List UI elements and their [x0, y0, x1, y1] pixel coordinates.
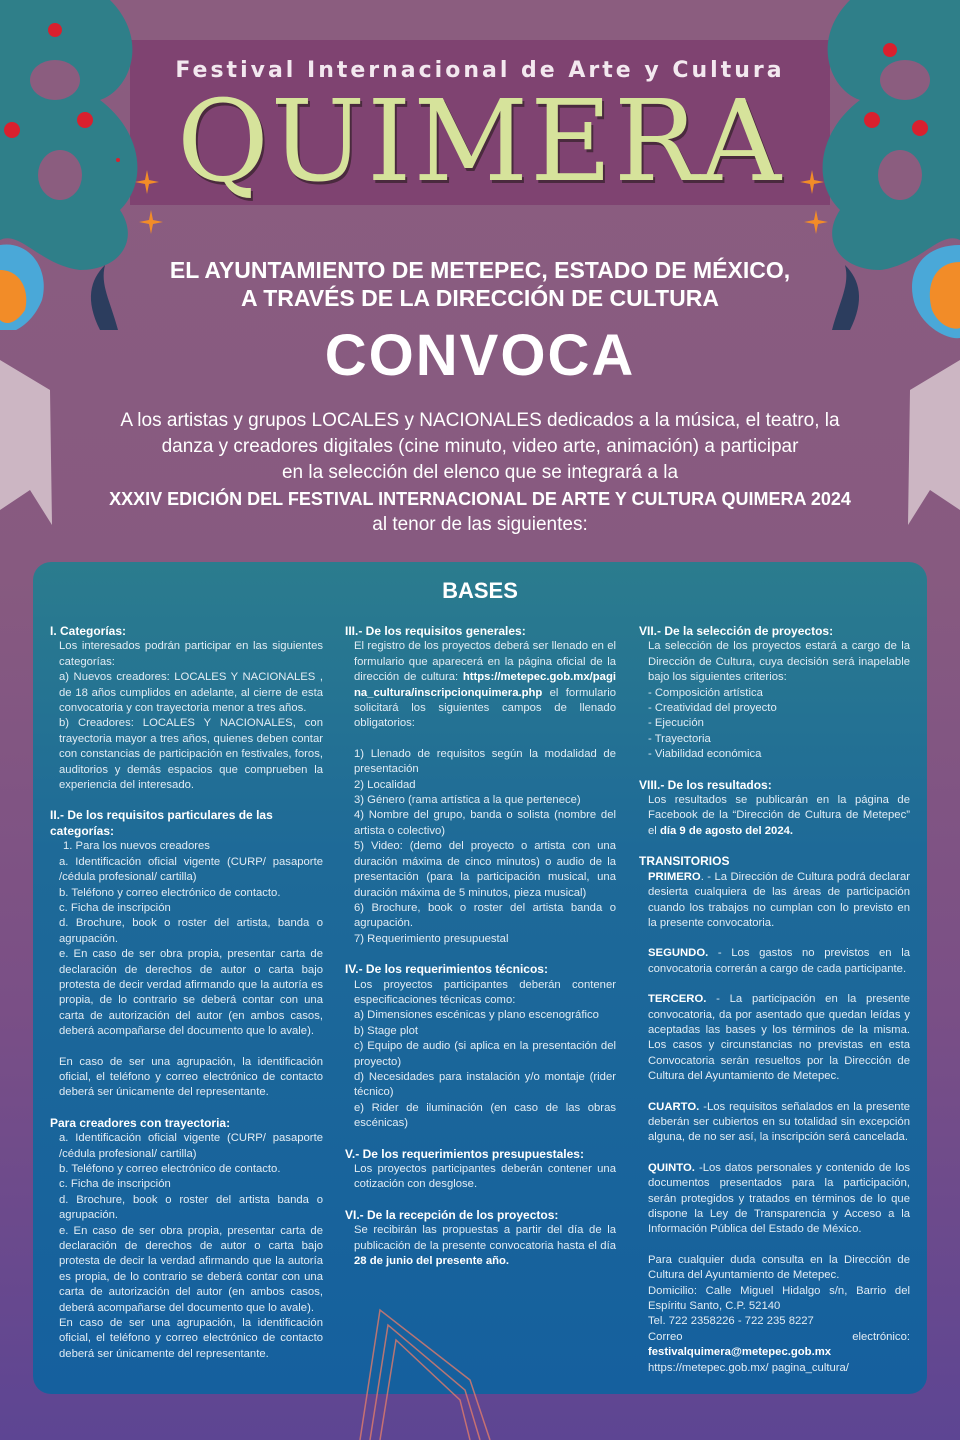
deadline-date: 28 de junio del presente año. — [354, 1255, 510, 1268]
list-item: - Trayectoria — [648, 732, 711, 745]
transitorio-item: SEGUNDO. - Los gastos no previstos en la convocatoria correrán a cargo de cada participante. — [648, 947, 910, 975]
list-item: - Ejecución — [648, 717, 704, 730]
intro-line-1: A los artistas y grupos LOCALES y NACIONALES dedicados a la música, el teatro, la — [120, 410, 840, 431]
list-item: e) Rider de iluminación (en caso de las obras escénicas) — [354, 1101, 616, 1130]
section-text: c. Ficha de inscripción — [59, 1178, 171, 1191]
intro-line-5: al tenor de las siguientes: — [372, 514, 588, 535]
section-note: En caso de ser una agrupación, la identificación oficial, el teléfono y correo electrónico de contacto deberá ser únicamente del representante. — [59, 1055, 323, 1099]
list-item: 1) Llenado de requisitos según la modalidad de presentación — [354, 747, 616, 776]
section-text: a) Nuevos creadores: LOCALES Y NACIONALES , de 18 años cumplidos en adelante, al cierre de esta convocatoria y con trayectoria menor a tres años. — [59, 671, 323, 715]
column-1 — [50, 624, 323, 1362]
section-text: En caso de ser una agrupación, la identificación oficial, el teléfono y correo electrónico de contacto deberá ser únicamente del representante. — [59, 1317, 323, 1360]
section-heading: I. Categorías: — [50, 624, 127, 638]
section-text: Los resultados se publicarán en la página de Facebook de la “Dirección de Cultura de Metepec” el día 9 de agosto del 2024. — [648, 794, 910, 837]
section-text: 1. Para los nuevos creadores — [63, 840, 210, 853]
section-heading: IV.- De los requerimientos técnicos: — [345, 962, 548, 977]
list-item: d) Necesidades para instalación y/o montaje (rider técnico) — [354, 1070, 616, 1099]
contact-url[interactable]: https://metepec.gob.mx/ pagina_cultura/ — [648, 1361, 849, 1374]
intro-text — [60, 408, 900, 538]
column-3 — [639, 624, 910, 1376]
results-date: día 9 de agosto del 2024. — [659, 824, 794, 837]
section-text: b. Teléfono y correo electrónico de contacto. — [59, 886, 281, 899]
festival-title: QUIMERA — [176, 77, 784, 207]
list-item: a) Dimensiones escénicas y plano escenográfico — [354, 1009, 599, 1022]
transitorios-heading: TRANSITORIOS — [639, 854, 730, 869]
section-text: a. Identificación oficial vigente (CURP/ pasaporte /cédula profesional/ cartilla) — [59, 1132, 323, 1160]
transitorio-item: QUINTO. -Los datos personales y contenido de los documentos presentados para la participación, serán protegidos y tratados en términos de lo que dispone la Ley de Transparencia y Acceso a la Información Pública del Estado de México. — [648, 1161, 910, 1236]
zigzag-ornament-icon — [340, 1290, 520, 1440]
list-item: 5) Video: (demo del proyecto o artista con una duración máxima de cinco minutos) o audio de la presentación (para la participación musical, una duración máxima de 5 minutos, pieza musical) — [354, 840, 616, 899]
list-item: - Viabilidad económica — [648, 748, 762, 761]
bases-title: BASES — [442, 578, 518, 603]
transitorio-item: PRIMERO. - La Dirección de Cultura podrá declarar desierta cualquiera de las áreas de participación cuando los trabajos no cumplan con lo previsto en la presente convocatoria. — [648, 870, 910, 929]
section-text: Los interesados podrán participar en las siguientes categorías: — [59, 640, 323, 668]
section-text: a. Identificación oficial vigente (CURP/ pasaporte /cédula profesional/ cartilla) — [59, 855, 323, 884]
festival-label: Festival Internacional de Arte y Cultura — [175, 58, 785, 83]
section-heading: Para creadores con trayectoria: — [50, 1115, 231, 1130]
contact-email-line: Correo electrónico: festivalquimera@metepec.gob.mx — [648, 1330, 910, 1359]
section-heading: VIII.- De los resultados: — [639, 777, 772, 792]
section-heading: VI.- De la recepción de los proyectos: — [345, 1207, 559, 1222]
column-2 — [345, 624, 616, 1269]
convoca-heading: CONVOCA — [324, 323, 636, 388]
red-dot-icon — [48, 23, 62, 37]
intro-line-2: danza y creadores digitales (cine minuto, video arte, animación) a participar — [161, 436, 799, 457]
list-item: 6) Brochure, book o roster del artista banda o agrupación. — [354, 901, 616, 930]
section-text: Los proyectos participantes deberán contener especificaciones técnicas como: — [354, 978, 616, 1006]
organizer-line-2: A TRAVÉS DE LA DIRECCIÓN DE CULTURA — [241, 285, 719, 311]
organizer-heading — [0, 256, 960, 312]
transitorio-item: CUARTO. -Los requisitos señalados en la presente deberán ser cubiertos en su totalidad sin excepción alguna, de no ser así, la inscripción será cancelada. — [648, 1100, 910, 1144]
section-heading: V.- De los requerimientos presupuestales: — [345, 1146, 584, 1161]
list-item: - Creatividad del proyecto — [648, 702, 777, 715]
section-text: Los proyectos participantes deberán contener una cotización con desglose. — [354, 1163, 616, 1191]
registration-link[interactable]: https://metepec.gob.mx/pagina_cultura/inscripcionquimera.php — [354, 671, 616, 699]
section-text: Se recibirán las propuestas a partir del día de la publicación de la presente convocatoria hasta el día 28 de junio del presente año. — [354, 1224, 616, 1268]
section-text: e. En caso de ser obra propia, presentar carta de declaración de derechos de autor o carta bajo protesta de decir verdad afirmando que la autoría es propia, de lo contrario se deberá contar con una carta de autorización del autor (en ambos casos, deberá acompañarse del documento que lo avale). — [59, 948, 323, 1038]
section-text: b. Teléfono y correo electrónico de contacto. — [59, 1163, 281, 1175]
list-item: 3) Género (rama artística a la que pertenece) — [354, 794, 581, 807]
contact-phone: Tel. 722 2358226 - 722 235 8227 — [648, 1315, 814, 1328]
section-heading: III.- De los requisitos generales: — [345, 624, 526, 638]
section-text: c. Ficha de inscripción — [59, 901, 171, 914]
intro-line-3: en la selección del elenco que se integrará a la — [281, 462, 679, 483]
list-item: 2) Localidad — [354, 778, 416, 791]
transitorio-item: TERCERO. - La participación en la presente convocatoria, da por asentado que quedan leídas y aceptadas las bases y los términos de la misma. Los casos y circunstancias no previstas en esta Convocatoria serán resueltos por la Dirección de Cultura del Ayuntamiento de Metepec. — [648, 993, 910, 1083]
contact-text: Para cualquier duda consulta en la Dirección de Cultura del Ayuntamiento de Metepec. — [648, 1253, 910, 1282]
list-item: 7) Requerimiento presupuestal — [354, 932, 509, 945]
organizer-line-1: EL AYUNTAMIENTO DE METEPEC, ESTADO DE MÉXICO, — [169, 257, 791, 283]
list-item: - Composición artística — [648, 686, 763, 699]
section-text: El registro de los proyectos deberá ser llenado en el formulario que aparecerá en la página oficial de la dirección de cultura: https://metepec.gob.mx/pagina_cultura/inscripcionquimera.php el formulario solicitará los siguientes campos de llenado obligatorios: — [354, 640, 616, 730]
section-text: La selección de los proyectos estará a cargo de la Dirección de Cultura, cuya decisión será inapelable bajo los siguientes criterios: — [648, 640, 910, 684]
section-text: d. Brochure, book o roster del artista, banda o agrupación. — [59, 917, 323, 945]
contact-email[interactable]: festivalquimera@metepec.gob.mx — [648, 1346, 832, 1359]
section-heading: II.- De los requisitos particulares de las categorías: — [50, 808, 273, 838]
section-heading: VII.- De la selección de proyectos: — [639, 624, 834, 638]
section-text: d. Brochure, book o roster del artista banda o agrupación. — [59, 1193, 323, 1222]
contact-address: Domicilio: Calle Miguel Hidalgo s/n, Barrio del Espíritu Santo, C.P. 52140 — [648, 1284, 910, 1313]
edition-title: XXXIV EDICIÓN DEL FESTIVAL INTERNACIONAL DE ARTE Y CULTURA QUIMERA 2024 — [109, 489, 851, 509]
section-text: e. En caso de ser obra propia, presentar carta de declaración de derechos de autor o carta bajo protesta de decir la verdad afirmando que la autoría es propia, de lo contrario se deberá contar con una carta de autorización del autor (en ambos casos, deberá acompañarse del documento que lo avale). — [59, 1224, 323, 1314]
list-item: c) Equipo de audio (si aplica en la presentación del proyecto) — [354, 1040, 616, 1068]
section-text: b) Creadores: LOCALES Y NACIONALES, con trayectoria mayor a tres años, quienes deben contar con constancias de participación en festivales, foros, auditorios y demás espacios que comprueben la experiencia del interesado. — [59, 717, 323, 792]
bases-panel — [33, 562, 927, 1394]
list-item: 4) Nombre del grupo, banda o solista (nombre del artista o colectivo) — [354, 809, 616, 837]
list-item: b) Stage plot — [354, 1024, 419, 1037]
